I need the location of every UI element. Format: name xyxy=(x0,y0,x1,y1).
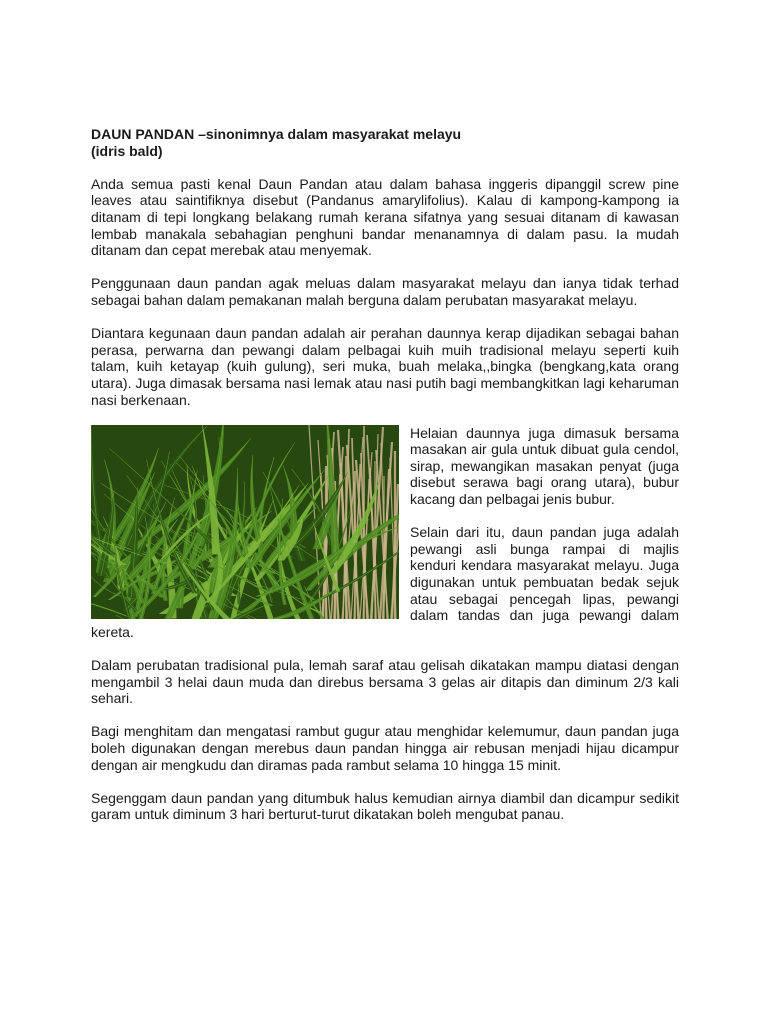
paragraph-3-lead: Diantara kegunaan daun pandan adalah air perahan daunnya kerap dijadikan sebagai bahan perasa, perwarna dan pewangi dalam pelbagai kuih muih tradisional melayu seperti kuih talam, kuih ketayap (kuih gulung), seri muka, buah melaka,,bingka (bengkang,kata orang utara). Juga dimasak bersama nasi lemak atau nasi putih bagi membangkitkan lagi keharuman nasi berkenaan. xyxy=(91,325,679,408)
document-page xyxy=(91,126,679,840)
pandan-plant-photo xyxy=(91,425,399,619)
title-line-2: (idris bald) xyxy=(91,142,163,159)
paragraph-6: Dalam perubatan tradisional pula, lemah saraf atau gelisah dikatakan mampu diatasi dengan mengambil 3 helai daun muda dan direbus bersama 3 gelas air ditapis dan diminum 2/3 kali sehari. xyxy=(91,657,679,707)
paragraph-5: Selain dari itu, daun pandan juga adalah pewangi asli bunga rampai di majlis kenduri kendara masyarakat melayu. Juga digunakan untuk pembuatan bedak sejuk atau sebagai pencegah lipas, pewangi dalam tandas dan juga pewangi dalam kereta. xyxy=(91,524,679,640)
paragraph-2: Penggunaan daun pandan agak meluas dalam masyarakat melayu dan ianya tidak terhad sebagai bahan dalam pemakanan malah berguna dalam perubatan masyarakat melayu. xyxy=(91,275,679,308)
paragraph-1: Anda semua pasti kenal Daun Pandan atau dalam bahasa inggeris dipanggil screw pine leaves atau saintifiknya disebut (Pandanus amarylifolius). Kalau di kampong-kampong ia ditanam di tepi longkang belakang rumah kerana sifatnya yang sesuai ditanam di kawasan lembab manakala sebahagian penghuni bandar menanamnya di dalam pasu. Ia mudah ditanam dan cepat merebak atau menyemak. xyxy=(91,175,679,259)
paragraph-7: Bagi menghitam dan mengatasi rambut gugur atau menghidar kelemumur, daun pandan juga boleh digunakan dengan merebus daun pandan hingga air rebusan menjadi hijau dicampur dengan air mengkudu dan diramas pada rambut selama 10 hingga 15 minit. xyxy=(91,723,679,773)
title-line-1: DAUN PANDAN –sinonimnya dalam masyarakat melayu xyxy=(91,126,462,142)
paragraph-8: Segenggam daun pandan yang ditumbuk halus kemudian airnya diambil dan dicampur sedikit garam untuk diminum 3 hari berturut-turut dikatakan boleh mengubat panau. xyxy=(91,789,679,823)
document-title xyxy=(91,126,679,159)
paragraph-4: Helaian daunnya juga dimasuk bersama masakan air gula untuk dibuat gula cendol, sirap, mewangikan masakan penyat (juga disebut serawa bagi orang utara), bubur kacang dan pelbagai jenis bubur. xyxy=(410,424,679,508)
